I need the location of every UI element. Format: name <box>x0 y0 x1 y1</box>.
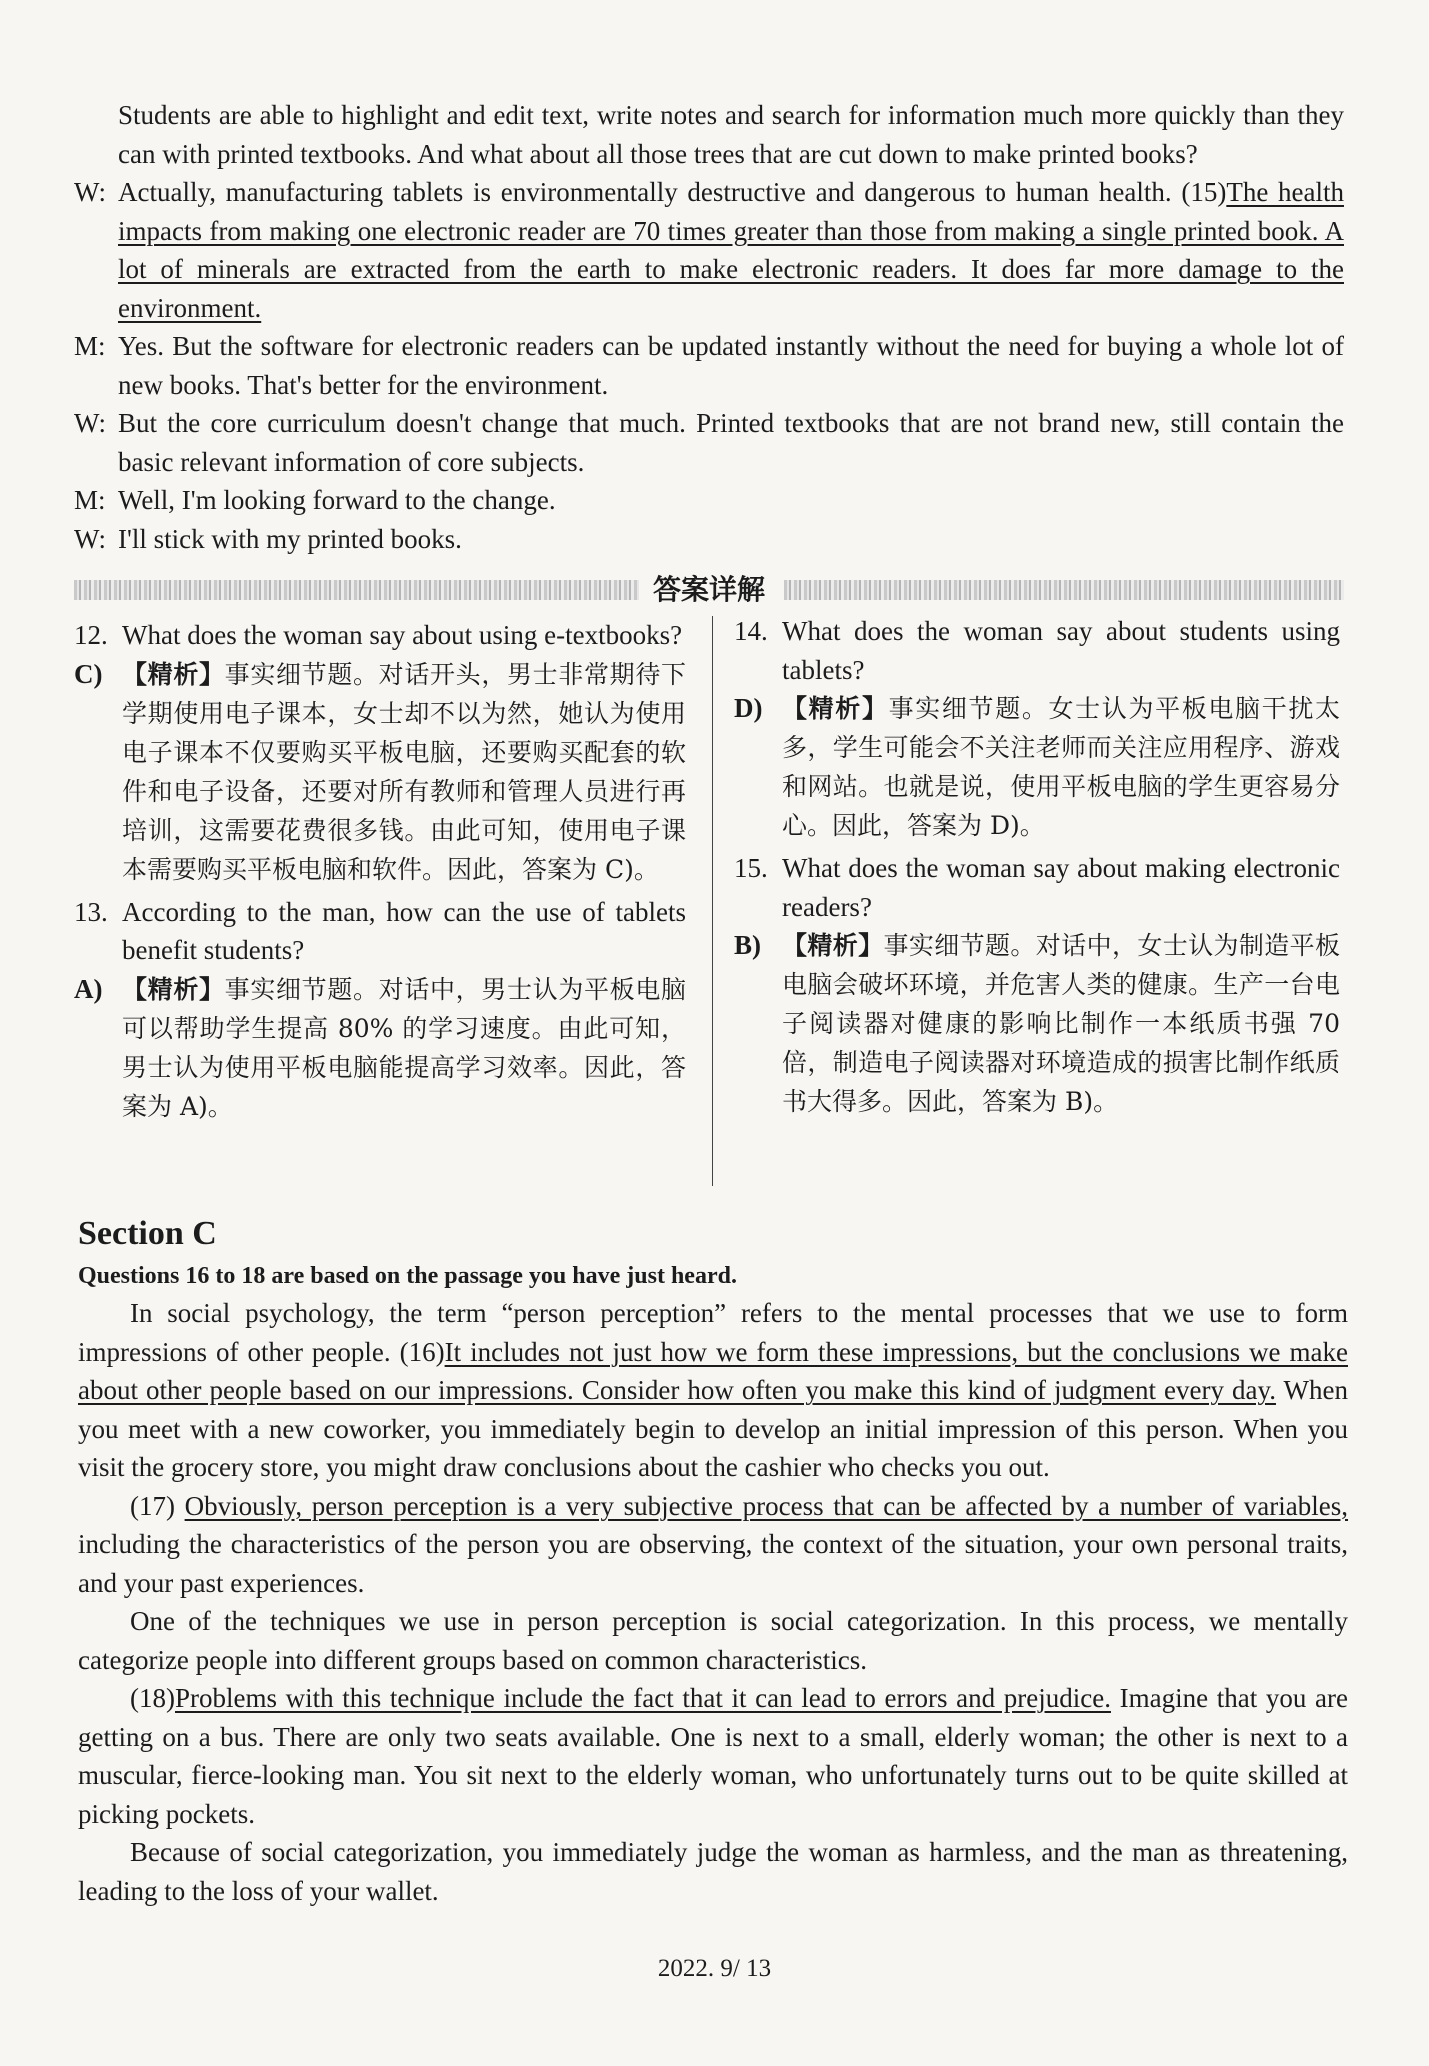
question-number: 14. <box>734 616 768 646</box>
explanation-text: 事实细节题。女士认为平板电脑干扰太多，学生可能会不关注老师而关注应用程序、游戏和网站。也就是说，使用平板电脑的学生更容易分心。因此，答案为 D)。 <box>782 694 1340 840</box>
question-number: 12. <box>74 620 108 650</box>
column-divider <box>712 616 713 1186</box>
underlined-answer-text: The health impacts from making one electronic reader are 70 times greater than those from making a single printed book. A lot of minerals are extracted from the earth to make electronic readers. It does far more damage to the environment. <box>118 177 1344 323</box>
dialogue-transcript <box>74 96 1344 558</box>
question-text: What does the woman say about using e-textbooks? <box>122 620 683 650</box>
text-segment: When you meet with a new coworker, you immediately begin to develop an initial impression of this person. When you visit the grocery store, you might draw conclusions about the cashier who checks you out. <box>78 1375 1348 1482</box>
question-text: According to the man, how can the use of tablets benefit students? <box>122 896 686 965</box>
question-number: 13. <box>74 896 108 927</box>
explanation-text: 事实细节题。对话中，女士认为制造平板电脑会破坏环境，并危害人类的健康。生产一台电子阅读器对健康的影响比制作一本纸质书强 70 倍，制造电子阅读器对环境造成的损害比制作纸质书大得多。因此，答案为 B)。 <box>782 931 1340 1116</box>
explanation-body <box>122 970 686 1126</box>
passage-paragraph <box>78 1294 1348 1487</box>
transcript-lead: Students are able to highlight and edit text, write notes and search for information much more quickly than they can with printed textbooks. And what about all those trees that are cut down to make printed books? <box>118 100 1344 169</box>
text-segment: Actually, manufacturing tablets is environmentally destructive and dangerous to human health. (15) <box>118 177 1227 207</box>
text-segment: But the core curriculum doesn't change that much. Printed textbooks that are not brand new, still contain the basic relevant information of core subjects. <box>118 408 1344 477</box>
question-text: What does the woman say about making electronic readers? <box>782 853 1340 922</box>
question-item <box>734 849 1340 926</box>
turn-text <box>118 520 1344 559</box>
section-subtitle: Questions 16 to 18 are based on the passage you have just heard. <box>78 1263 737 1289</box>
question-item <box>734 612 1340 689</box>
text-segment: (17) <box>130 1490 185 1521</box>
answer-explanation <box>74 970 686 1126</box>
underlined-answer-text: Problems with this technique include the fact that it can lead to errors and prejudice. <box>174 1683 1111 1713</box>
answer-letter: B) <box>734 930 761 960</box>
turn-text <box>118 481 1344 520</box>
explanation-body <box>782 689 1340 845</box>
dialogue-turn <box>74 173 1344 327</box>
text-segment: One of the techniques we use in person perception is social categorization. In this process, we mentally categorize people into different groups based on common characteristics. <box>78 1606 1348 1675</box>
answer-explanation <box>734 926 1340 1121</box>
text-segment: (18) <box>130 1683 175 1713</box>
answer-letter: A) <box>74 973 103 1004</box>
turn-text <box>118 404 1344 481</box>
answers-right-column <box>734 612 1340 1121</box>
answer-explanation <box>734 689 1340 845</box>
dialogue-turn <box>74 481 1344 520</box>
question-item <box>74 616 686 655</box>
passage-paragraph <box>78 1833 1348 1910</box>
text-segment: I'll stick with my printed books. <box>118 523 462 554</box>
explanation-body <box>782 926 1340 1121</box>
answer-explanation <box>74 655 686 889</box>
text-segment: including the characteristics of the person you are observing, the context of the situation, your own personal traits, and your past experiences. <box>78 1529 1348 1598</box>
analysis-tag: 【精析】 <box>122 974 225 1004</box>
text-segment: Yes. But the software for electronic readers can be updated instantly without the need for buying a whole lot of new books. That's better for the environment. <box>118 331 1344 400</box>
dialogue-turn <box>74 520 1344 559</box>
explanation-text: 事实细节题。对话开头，男士非常期待下学期使用电子课本，女士却不以为然，她认为使用电子课本不仅要购买平板电脑，还要购买配套的软件和电子设备，还要对所有教师和管理人员进行再培训，这需要花费很多钱。由此可知，使用电子课本需要购买平板电脑和软件。因此，答案为 C)。 <box>122 659 686 884</box>
text-segment: Well, I'm looking forward to the change. <box>118 485 556 515</box>
question-text: What does the woman say about students using tablets? <box>782 616 1340 685</box>
question-number: 15. <box>734 853 768 883</box>
dialogue-turn <box>74 327 1344 404</box>
answer-banner <box>74 572 1344 608</box>
text-segment: Imagine that you are getting on a bus. There are only two seats available. One is next to a small, elderly woman; the other is next to a muscular, fierce-looking man. You sit next to the elderly woman, who unfortunately turns out to be quite skilled at picking pockets. <box>78 1683 1348 1829</box>
speaker-label: W: <box>74 408 106 438</box>
analysis-tag: 【精析】 <box>122 659 225 689</box>
question-item <box>74 893 686 970</box>
page-footer: 2022. 9/ 13 <box>657 1955 772 1982</box>
answers-left-column <box>74 616 686 1126</box>
turn-text <box>118 173 1344 327</box>
text-segment: Because of social categorization, you immediately judge the woman as harmless, and the man as threatening, leading to the loss of your wallet. <box>78 1837 1348 1906</box>
section-c <box>78 1210 1348 1910</box>
text-segment: In social psychology, the term “person perception” refers to the mental processes that we use to form impressions of other people. (16) <box>78 1298 1348 1367</box>
underlined-answer-text: Obviously, person perception is a very subjective process that can be affected by a number of variables, <box>184 1490 1349 1521</box>
speaker-label: W: <box>74 523 106 554</box>
dialogue-turn <box>74 404 1344 481</box>
explanation-body <box>122 655 686 889</box>
banner-title: 答案详解 <box>652 573 765 606</box>
speaker-label: W: <box>74 177 106 207</box>
explanation-text: 事实细节题。对话中，男士认为平板电脑可以帮助学生提高 80% 的学习速度。由此可知，男士认为使用平板电脑能提高学习效率。因此，答案为 A)。 <box>122 974 686 1121</box>
analysis-tag: 【精析】 <box>782 694 889 723</box>
answer-letter: D) <box>734 693 763 723</box>
passage-paragraph <box>78 1602 1348 1679</box>
turn-text <box>118 327 1344 404</box>
answer-letter: C) <box>74 658 103 689</box>
speaker-label: M: <box>74 331 106 361</box>
passage-paragraph <box>78 1679 1348 1833</box>
passage-paragraph <box>78 1487 1348 1603</box>
speaker-label: M: <box>74 485 106 515</box>
underlined-answer-text: It includes not just how we form these impressions, but the conclusions we make about other people based on our impressions. Consider how often you make this kind of judgment every day. <box>78 1336 1348 1405</box>
section-title: Section C <box>78 1215 217 1252</box>
analysis-tag: 【精析】 <box>782 931 884 960</box>
